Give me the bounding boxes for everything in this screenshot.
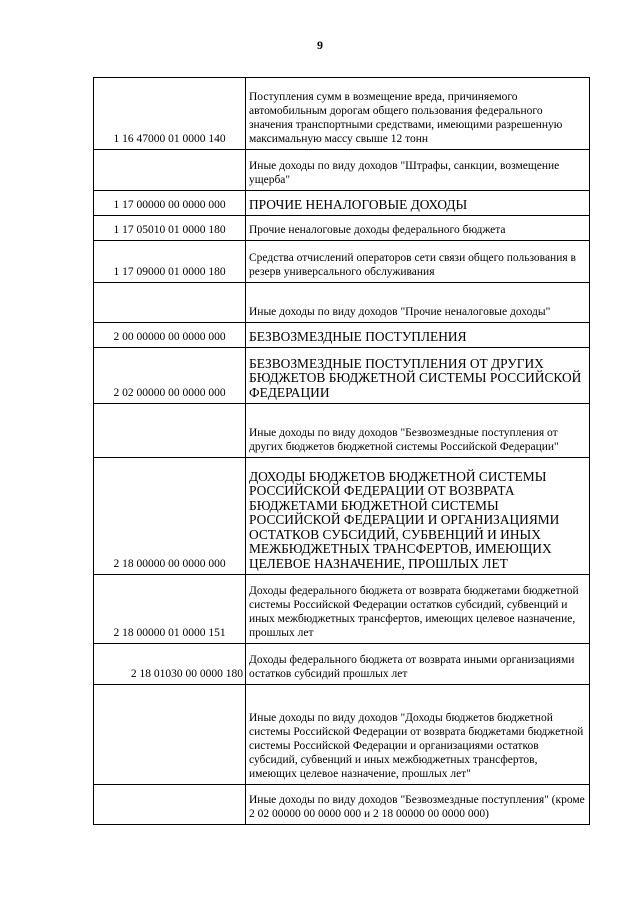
row-description: БЕЗВОЗМЕЗДНЫЕ ПОСТУПЛЕНИЯ ОТ ДРУГИХ БЮДЖЕТОВ БЮДЖЕТНОЙ СИСТЕМЫ РОССИЙСКОЙ ФЕДЕРАЦИИ <box>246 348 590 404</box>
table-row <box>94 348 590 404</box>
row-code: 1 17 00000 00 0000 000 <box>94 191 246 216</box>
table-row <box>94 283 590 323</box>
row-description: ДОХОДЫ БЮДЖЕТОВ БЮДЖЕТНОЙ СИСТЕМЫ РОССИЙСКОЙ ФЕДЕРАЦИИ ОТ ВОЗВРАТА БЮДЖЕТАМИ БЮДЖЕТНОЙ СИСТЕМЫ РОССИЙСКОЙ ФЕДЕРАЦИИ И ОРГАНИЗАЦИЯМИ ОСТАТКОВ СУБСИДИЙ, СУБВЕНЦИЙ И ИНЫХ МЕЖБЮДЖЕТНЫХ ТРАНСФЕРТОВ, ИМЕЮЩИХ ЦЕЛЕВОЕ НАЗНАЧЕНИЕ, ПРОШЛЫХ ЛЕТ <box>246 458 590 575</box>
table-row <box>94 575 590 644</box>
table-row <box>94 241 590 283</box>
table-row <box>94 323 590 348</box>
table-row <box>94 216 590 241</box>
row-description: Иные доходы по виду доходов "Штрафы, санкции, возмещение ущерба" <box>246 150 590 191</box>
row-code: 2 02 00000 00 0000 000 <box>94 348 246 404</box>
row-code <box>94 685 246 785</box>
row-code <box>94 785 246 825</box>
row-description: ПРОЧИЕ НЕНАЛОГОВЫЕ ДОХОДЫ <box>246 191 590 216</box>
row-description: Средства отчислений операторов сети связи общего пользования в резерв универсального обслуживания <box>246 241 590 283</box>
row-description: Доходы федерального бюджета от возврата бюджетами бюджетной системы Российской Федерации остатков субсидий, субвенций и иных межбюджетных трансфертов, имеющих целевое назначение, прошлых лет <box>246 575 590 644</box>
row-description: Прочие неналоговые доходы федерального бюджета <box>246 216 590 241</box>
table-row <box>94 404 590 458</box>
table-row <box>94 150 590 191</box>
table-row <box>94 644 590 685</box>
row-code: 1 17 09000 01 0000 180 <box>94 241 246 283</box>
row-description: Иные доходы по виду доходов "Безвозмездные поступления от других бюджетов бюджетной системы Российской Федерации" <box>246 404 590 458</box>
table-row <box>94 191 590 216</box>
table-row <box>94 685 590 785</box>
page-number: 9 <box>317 38 323 52</box>
table-row <box>94 78 590 150</box>
row-description: Доходы федерального бюджета от возврата иными организациями остатков субсидий прошлых лет <box>246 644 590 685</box>
row-code <box>94 150 246 191</box>
row-code: 1 16 47000 01 0000 140 <box>94 78 246 150</box>
row-code: 2 18 00000 01 0000 151 <box>94 575 246 644</box>
row-code <box>94 404 246 458</box>
row-code: 1 17 05010 01 0000 180 <box>94 216 246 241</box>
row-code: 2 00 00000 00 0000 000 <box>94 323 246 348</box>
row-description: Иные доходы по виду доходов "Безвозмездные поступления" (кроме 2 02 00000 00 0000 000 и 2 18 00000 00 0000 000) <box>246 785 590 825</box>
row-description: БЕЗВОЗМЕЗДНЫЕ ПОСТУПЛЕНИЯ <box>246 323 590 348</box>
row-description: Иные доходы по виду доходов "Прочие неналоговые доходы" <box>246 283 590 323</box>
row-code <box>94 283 246 323</box>
table-row <box>94 785 590 825</box>
table-row <box>94 458 590 575</box>
row-description: Иные доходы по виду доходов "Доходы бюджетов бюджетной системы Российской Федерации от возврата бюджетами бюджетной системы Российской Федерации и организациями остатков субсидий, субвенций и иных межбюджетных трансфертов, имеющих целевое назначение, прошлых лет" <box>246 685 590 785</box>
row-description: Поступления сумм в возмещение вреда, причиняемого автомобильным дорогам общего пользования федерального значения транспортными средствами, имеющими разрешенную максимальную массу свыше 12 тонн <box>246 78 590 150</box>
revenue-codes-table <box>93 77 590 825</box>
row-code: 2 18 01030 00 0000 180 <box>94 644 246 685</box>
row-code: 2 18 00000 00 0000 000 <box>94 458 246 575</box>
